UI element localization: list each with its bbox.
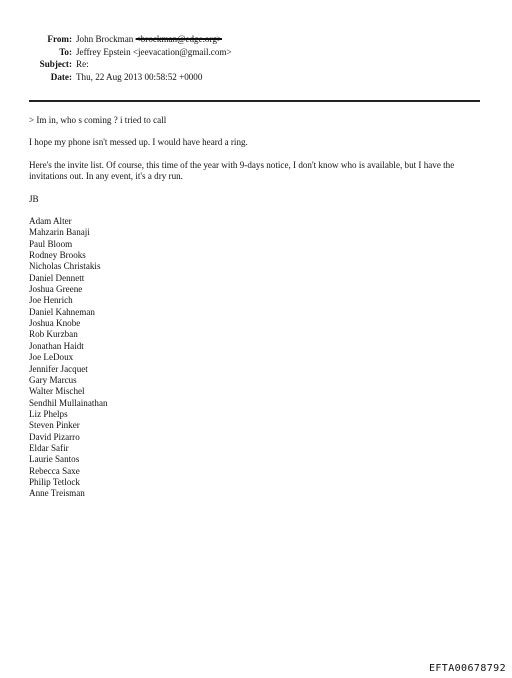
to-value: Jeffrey Epstein <jeevacation@gmail.com> [76, 46, 232, 57]
subject-row [0, 58, 512, 71]
list-item: Jennifer Jacquet [29, 363, 88, 374]
list-item: Joe LeDoux [29, 352, 74, 363]
body-paragraph-1: I hope my phone isn't messed up. I would have heard a ring. [29, 137, 248, 148]
to-label: To: [59, 46, 72, 57]
list-item: Rebecca Saxe [29, 465, 80, 476]
header-divider [29, 100, 480, 102]
list-item: Daniel Dennett [29, 272, 85, 283]
email-header [0, 33, 512, 83]
list-item: Sendhil Mullainathan [29, 397, 108, 408]
signature: JB [29, 193, 39, 204]
list-item: Joshua Greene [29, 284, 83, 295]
invite-list [29, 216, 489, 500]
list-item: Jonathan Haidt [29, 340, 84, 351]
from-row [0, 33, 512, 46]
from-label: From: [47, 34, 72, 44]
list-item: Gary Marcus [29, 374, 77, 385]
to-row [0, 46, 512, 59]
list-item: Anne Treisman [29, 488, 85, 499]
list-item: Daniel Kahneman [29, 306, 95, 317]
list-item: Mahzarin Banaji [29, 227, 90, 238]
subject-label: Subject: [39, 59, 72, 70]
list-item: Joe Henrich [29, 295, 73, 306]
date-label: Date: [50, 71, 72, 82]
from-email-redacted: <brockman@edge.org> [135, 34, 222, 44]
document-id: EFTA00678792 [428, 663, 506, 674]
list-item: Laurie Santos [29, 454, 80, 465]
from-value [76, 33, 222, 46]
from-name: John Brockman [76, 34, 136, 44]
list-item: Adam Alter [29, 216, 72, 227]
date-row [0, 71, 512, 84]
list-item: Joshua Knobe [29, 318, 81, 329]
list-item: David Pizarro [29, 431, 80, 442]
body-paragraph-2: Here's the invite list. Of course, this time of the year with 9-days notice, I don't know who is available, but I have the invitations out. In any event, it's a dry run. [29, 159, 457, 182]
list-item: Paul Bloom [29, 238, 73, 249]
list-item: Rob Kurzban [29, 329, 78, 340]
list-item: Liz Phelps [29, 408, 68, 419]
list-item: Nicholas Christakis [29, 261, 101, 272]
quoted-line: > Im in, who s coming ? i tried to call [29, 115, 167, 125]
subject-value: Re: [76, 59, 89, 70]
list-item: Philip Tetlock [29, 476, 80, 487]
list-item: Eldar Safir [29, 442, 69, 453]
date-value: Thu, 22 Aug 2013 00:58:52 +0000 [76, 71, 203, 82]
list-item: Steven Pinker [29, 420, 80, 431]
email-body [29, 115, 489, 500]
list-item: Rodney Brooks [29, 250, 86, 261]
list-item: Walter Mischel [29, 386, 85, 397]
